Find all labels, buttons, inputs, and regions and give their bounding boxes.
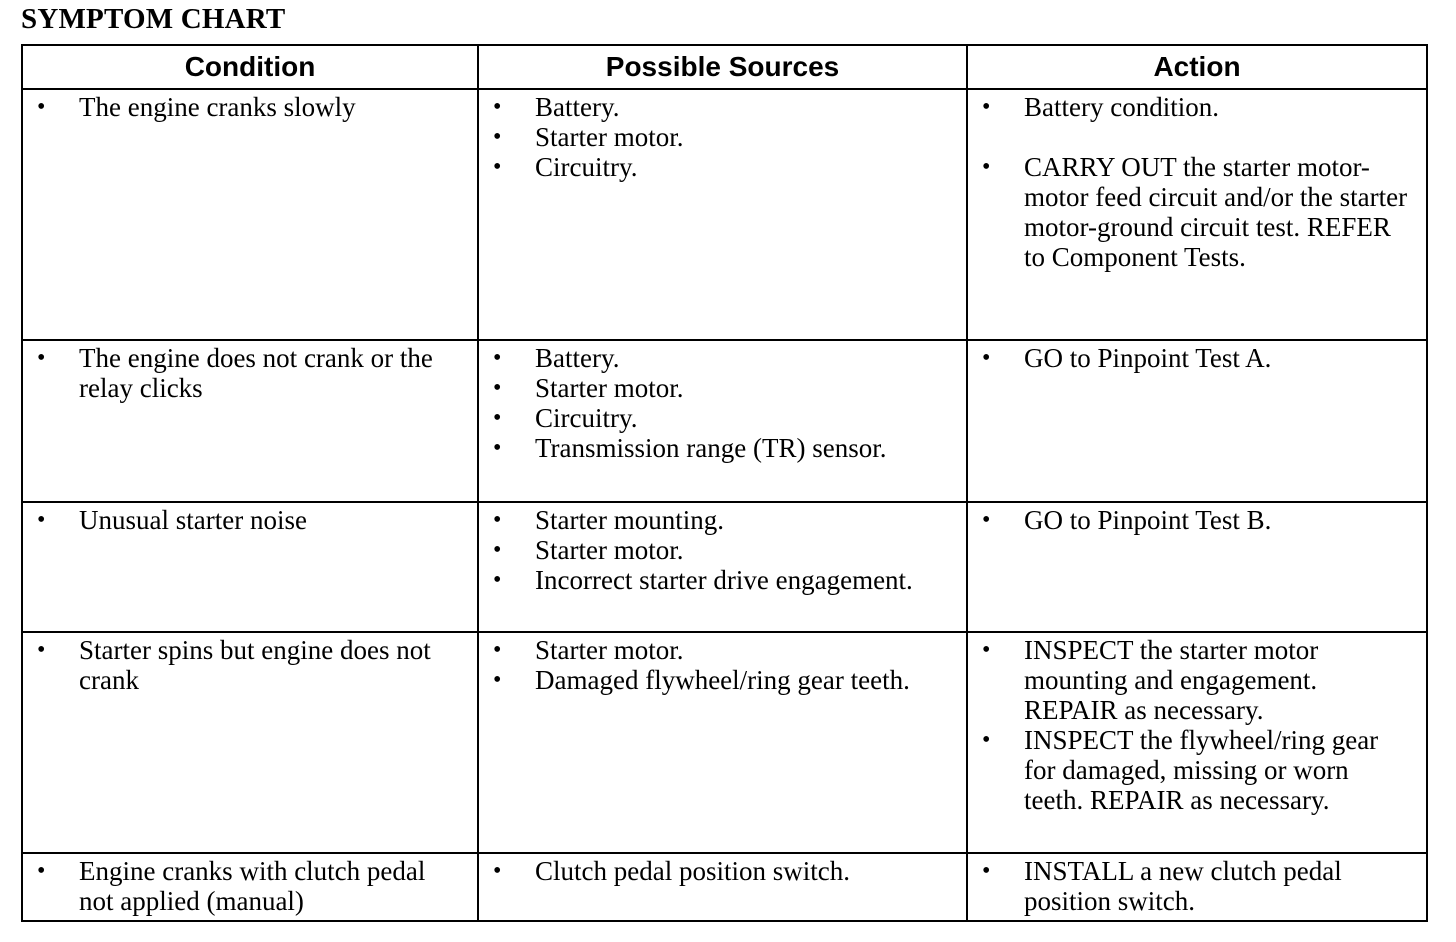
list-item: • Clutch pedal position switch. bbox=[493, 856, 850, 886]
bullet-icon: • bbox=[493, 507, 502, 533]
bullet-icon: • bbox=[982, 858, 991, 884]
condition-cell bbox=[22, 632, 478, 853]
bullet-icon: • bbox=[982, 507, 991, 533]
action-cell bbox=[967, 502, 1427, 632]
sources-cell bbox=[478, 340, 967, 502]
bullet-icon: • bbox=[37, 858, 46, 884]
list-item: • CARRY OUT the starter motor-motor feed circuit and/or the starter motor-ground circuit test. REFER to Component Tests. bbox=[982, 152, 1408, 272]
header-action: Action bbox=[967, 45, 1427, 89]
symptom-table bbox=[21, 44, 1428, 922]
bullet-icon: • bbox=[982, 94, 991, 120]
list-item: • INSTALL a new clutch pedal position switch. bbox=[982, 856, 1342, 916]
condition-cell bbox=[22, 853, 478, 921]
bullet-icon: • bbox=[493, 345, 502, 371]
condition-cell bbox=[22, 502, 478, 632]
bullet-icon: • bbox=[493, 124, 502, 150]
bullet-icon: • bbox=[37, 94, 46, 120]
bullet-icon: • bbox=[982, 727, 991, 753]
list-item: • Starter motor. bbox=[493, 535, 684, 565]
list-item: • Starter motor. bbox=[493, 122, 684, 152]
list-item: • The engine cranks slowly bbox=[37, 92, 356, 122]
table-header-row bbox=[22, 45, 1427, 89]
bullet-icon: • bbox=[493, 154, 502, 180]
list-item: • Battery condition. bbox=[982, 92, 1219, 122]
table-row bbox=[22, 502, 1427, 632]
bullet-icon: • bbox=[982, 154, 991, 180]
sources-cell bbox=[478, 502, 967, 632]
list-item: • Circuitry. bbox=[493, 403, 638, 433]
bullet-icon: • bbox=[982, 637, 991, 663]
header-possible-sources: Possible Sources bbox=[478, 45, 967, 89]
list-item: • Engine cranks with clutch pedal not applied (manual) bbox=[37, 856, 426, 916]
bullet-icon: • bbox=[493, 375, 502, 401]
bullet-icon: • bbox=[37, 507, 46, 533]
list-item: • Battery. bbox=[493, 92, 620, 122]
table-row bbox=[22, 632, 1427, 853]
list-item: • Starter spins but engine does not crank bbox=[37, 635, 431, 695]
list-item: • Damaged flywheel/ring gear teeth. bbox=[493, 665, 910, 695]
bullet-icon: • bbox=[37, 345, 46, 371]
list-item: • Starter motor. bbox=[493, 635, 684, 665]
condition-cell bbox=[22, 89, 478, 340]
list-item: • Unusual starter noise bbox=[37, 505, 307, 535]
action-cell bbox=[967, 89, 1427, 340]
action-cell bbox=[967, 340, 1427, 502]
bullet-icon: • bbox=[493, 667, 502, 693]
condition-cell bbox=[22, 340, 478, 502]
list-item: • Incorrect starter drive engagement. bbox=[493, 565, 913, 595]
list-item: • The engine does not crank or the relay clicks bbox=[37, 343, 433, 403]
table-row bbox=[22, 340, 1427, 502]
bullet-icon: • bbox=[493, 537, 502, 563]
bullet-icon: • bbox=[493, 94, 502, 120]
list-item: • GO to Pinpoint Test B. bbox=[982, 505, 1272, 535]
table-row bbox=[22, 853, 1427, 921]
bullet-icon: • bbox=[493, 858, 502, 884]
bullet-icon: • bbox=[493, 637, 502, 663]
bullet-icon: • bbox=[982, 345, 991, 371]
sources-cell bbox=[478, 853, 967, 921]
bullet-icon: • bbox=[493, 567, 502, 593]
page-title: SYMPTOM CHART bbox=[21, 3, 286, 35]
list-item: • INSPECT the flywheel/ring gear for damaged, missing or worn teeth. REPAIR as necessary. bbox=[982, 725, 1379, 815]
bullet-icon: • bbox=[493, 435, 502, 461]
list-item: • Starter motor. bbox=[493, 373, 684, 403]
header-condition: Condition bbox=[22, 45, 478, 89]
bullet-icon: • bbox=[37, 637, 46, 663]
list-item: • GO to Pinpoint Test A. bbox=[982, 343, 1272, 373]
bullet-icon: • bbox=[493, 405, 502, 431]
list-item: • Starter mounting. bbox=[493, 505, 724, 535]
list-item: • Transmission range (TR) sensor. bbox=[493, 433, 887, 463]
table-row bbox=[22, 89, 1427, 340]
action-cell bbox=[967, 853, 1427, 921]
sources-cell bbox=[478, 89, 967, 340]
list-item: • INSPECT the starter motor mounting and engagement. REPAIR as necessary. bbox=[982, 635, 1319, 725]
list-item: • Circuitry. bbox=[493, 152, 638, 182]
list-item: • Battery. bbox=[493, 343, 620, 373]
sources-cell bbox=[478, 632, 967, 853]
action-cell bbox=[967, 632, 1427, 853]
